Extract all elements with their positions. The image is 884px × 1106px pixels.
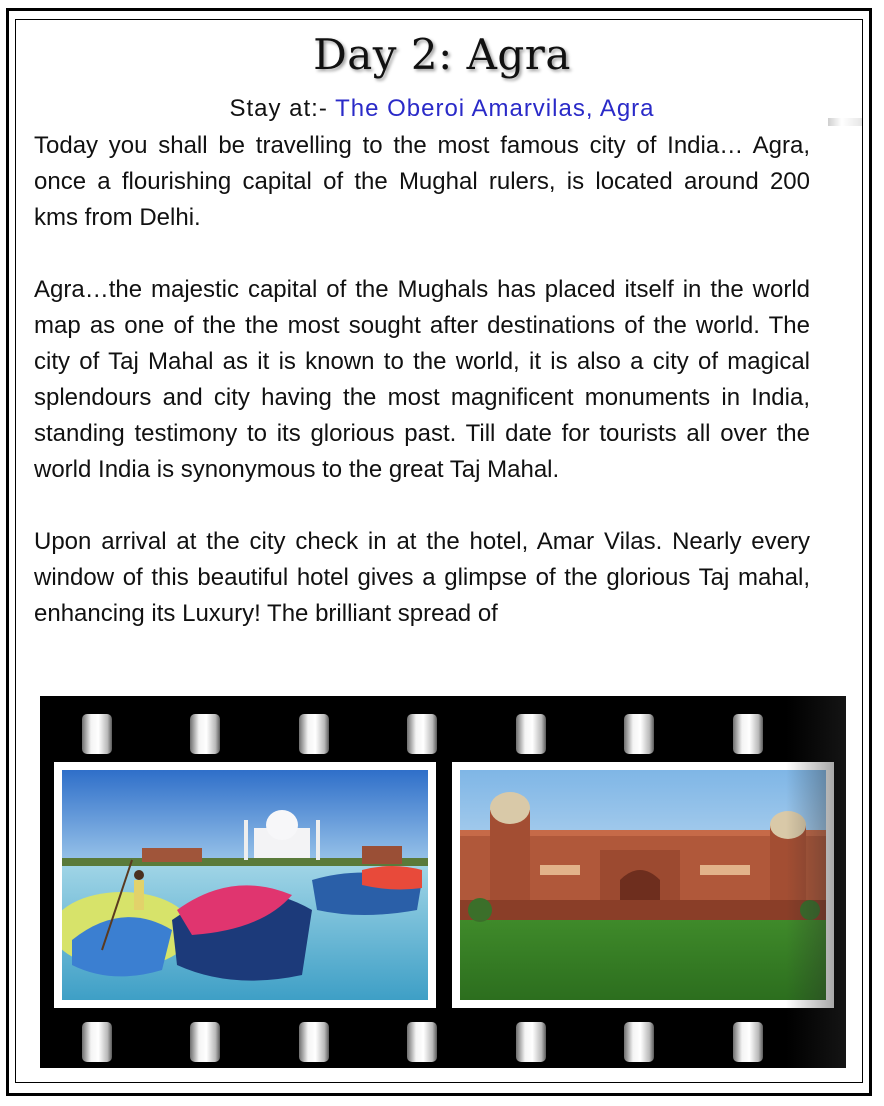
hotel-name: The Oberoi Amarvilas, Agra bbox=[335, 95, 655, 122]
film-sprocket-hole bbox=[733, 714, 763, 754]
film-sprocket-hole bbox=[733, 1022, 763, 1062]
paragraph-intro: Today you shall be travelling to the most famous city of India… Agra, once a flourishing capital of the Mughal rulers, is located around 200 kms from Delhi. bbox=[34, 132, 810, 231]
stay-label: Stay at:- bbox=[229, 95, 336, 122]
page-title: Day 2: Agra bbox=[313, 30, 571, 79]
film-sprocket-hole bbox=[190, 714, 220, 754]
film-sprocket-hole bbox=[299, 714, 329, 754]
film-sprocket-hole bbox=[516, 714, 546, 754]
film-sprocket-hole bbox=[82, 1022, 112, 1062]
decorative-speck bbox=[828, 118, 862, 126]
film-sprocket-hole bbox=[407, 714, 437, 754]
paragraph-arrival: Upon arrival at the city check in at the hotel, Amar Vilas. Nearly every window of this beautiful hotel gives a glimpse of the glorious Taj mahal, enhancing its Luxury! The brilliant spread of bbox=[34, 528, 810, 627]
stay-line bbox=[0, 95, 884, 123]
film-edge-fade bbox=[786, 696, 846, 1068]
itinerary-text bbox=[34, 128, 810, 668]
film-sprocket-hole bbox=[82, 714, 112, 754]
film-sprocket-hole bbox=[190, 1022, 220, 1062]
film-sprocket-hole bbox=[624, 1022, 654, 1062]
photo-frame-taj bbox=[54, 762, 436, 1008]
agra-fort-photo bbox=[460, 770, 826, 1000]
paragraph-agra: Agra…the majestic capital of the Mughals has placed itself in the world map as one of the the most sought after destinations of the world. The city of Taj Mahal as it is known to the world, it is also a city of magical splendours and city having the most magnificent monuments in India, standing testimony to its glorious past. Till date for tourists all over the world India is synonymous to the great Taj Mahal. bbox=[34, 276, 810, 483]
photo-frame-fort bbox=[452, 762, 834, 1008]
film-sprocket-hole bbox=[516, 1022, 546, 1062]
film-sprocket-hole bbox=[407, 1022, 437, 1062]
taj-mahal-boats-photo bbox=[62, 770, 428, 1000]
film-sprocket-hole bbox=[624, 714, 654, 754]
film-sprocket-hole bbox=[299, 1022, 329, 1062]
filmstrip-gallery bbox=[40, 696, 846, 1068]
